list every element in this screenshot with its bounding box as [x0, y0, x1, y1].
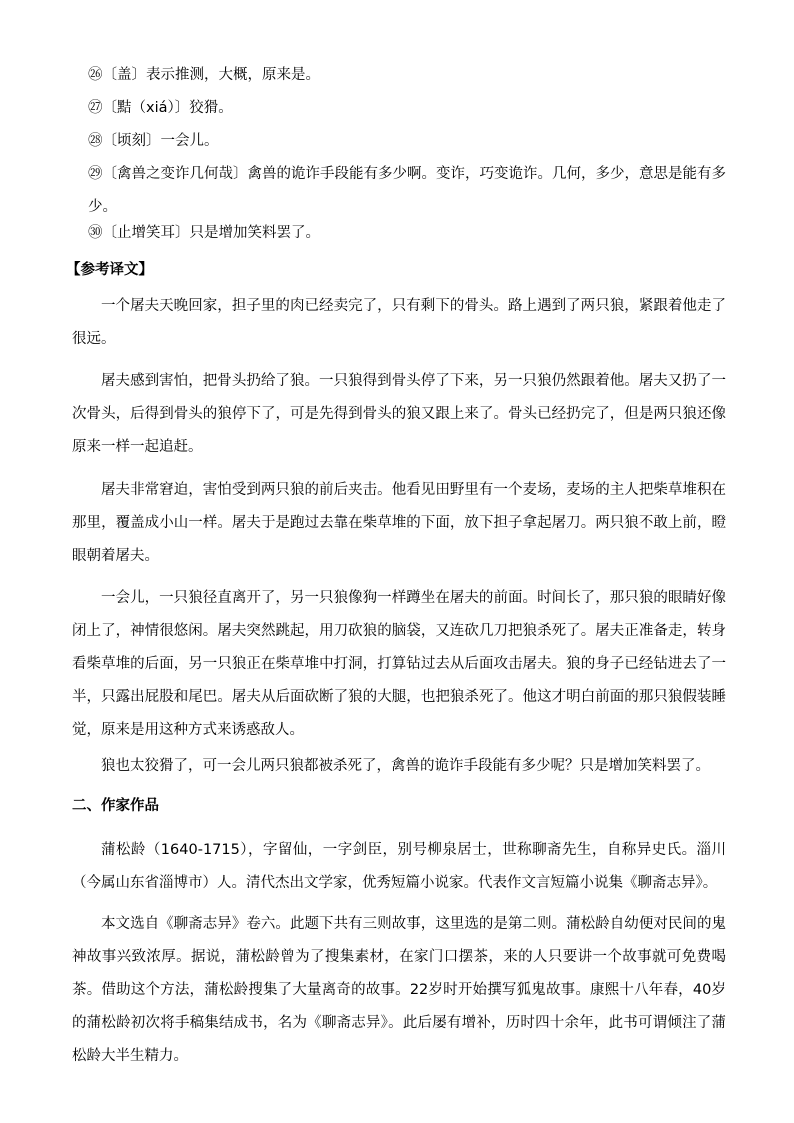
author-paragraph: 蒲松龄（1640-1715），字留仙，一字剑臣，别号柳泉居士，世称聊斋先生，自称异史氏。淄川（今属山东省淄博市）人。清代杰出文学家，优秀短篇小说家。代表作文言短篇小说集《聊斋志异》。	[72, 842, 726, 891]
annotation-30: ㉚〔止增笑耳〕只是增加笑料罢了。	[88, 225, 320, 241]
translation-paragraph: 屠夫非常窘迫，害怕受到两只狼的前后夹击。他看见田野里有一个麦场，麦场的主人把柴草堆积在那里，覆盖成小山一样。屠夫于是跑过去靠在柴草堆的下面，放下担子拿起屠刀。两只狼不敢上前，瞪眼朝着屠夫。	[72, 482, 726, 564]
translation-paragraph: 狼也太狡猾了，可一会儿两只狼都被杀死了，禽兽的诡诈手段能有多少呢？只是增加笑料罢了。	[101, 758, 710, 774]
translation-paragraph: 屠夫感到害怕，把骨头扔给了狼。一只狼得到骨头停了下来，另一只狼仍然跟着他。屠夫又扔了一次骨头，后得到骨头的狼停下了，可是先得到骨头的狼又跟上来了。骨头已经扔完了，但是两只狼还像原来一样一起追赶。	[72, 373, 726, 455]
author-paragraph: 本文选自《聊斋志异》卷六。此题下共有三则故事，这里选的是第二则。蒲松龄自幼便对民间的鬼神故事兴致浓厚。据说，蒲松龄曾为了搜集素材，在家门口摆茶，来的人只要讲一个故事就可免费喝茶。借助这个方法，蒲松龄搜集了大量离奇的故事。22岁时开始撰写狐鬼故事。康熙十八年春，40岁的蒲松龄初次将手稿集结成书，名为《聊斋志异》。此后屡有增补，历时四十余年，此书可谓倾注了蒲松龄大半生精力。	[72, 916, 726, 1064]
author-section-heading: 二、作家作品	[72, 798, 159, 814]
translation-heading: 【参考译文】	[66, 262, 153, 278]
translation-paragraph: 一会儿，一只狼径直离开了，另一只狼像狗一样蹲坐在屠夫的前面。时间长了，那只狼的眼睛好像闭上了，神情很悠闲。屠夫突然跳起，用刀砍狼的脑袋，又连砍几刀把狼杀死了。屠夫正准备走，转身看柴草堆的后面，另一只狼正在柴草堆中打洞，打算钻过去从后面攻击屠夫。狼的身子已经钻进去了一半，只露出屁股和尾巴。屠夫从后面砍断了狼的大腿，也把狼杀死了。他这才明白前面的那只狼假装睡觉，原来是用这种方式来诱惑敌人。	[72, 590, 726, 738]
annotation-27: ㉗〔黠（xiá）〕狡猾。	[88, 100, 233, 116]
translation-paragraph: 一个屠夫天晚回家，担子里的肉已经卖完了，只有剩下的骨头。路上遇到了两只狼，紧跟着他走了很远。	[72, 298, 726, 347]
annotation-26: ㉖〔盖〕表示推测，大概，原来是。	[88, 67, 320, 83]
annotation-29: ㉙〔禽兽之变诈几何哉〕禽兽的诡诈手段能有多少啊。变诈，巧变诡诈。几何，多少，意思是能有多少。	[88, 166, 726, 215]
annotation-28: ㉘〔顷刻〕一会儿。	[88, 133, 219, 149]
